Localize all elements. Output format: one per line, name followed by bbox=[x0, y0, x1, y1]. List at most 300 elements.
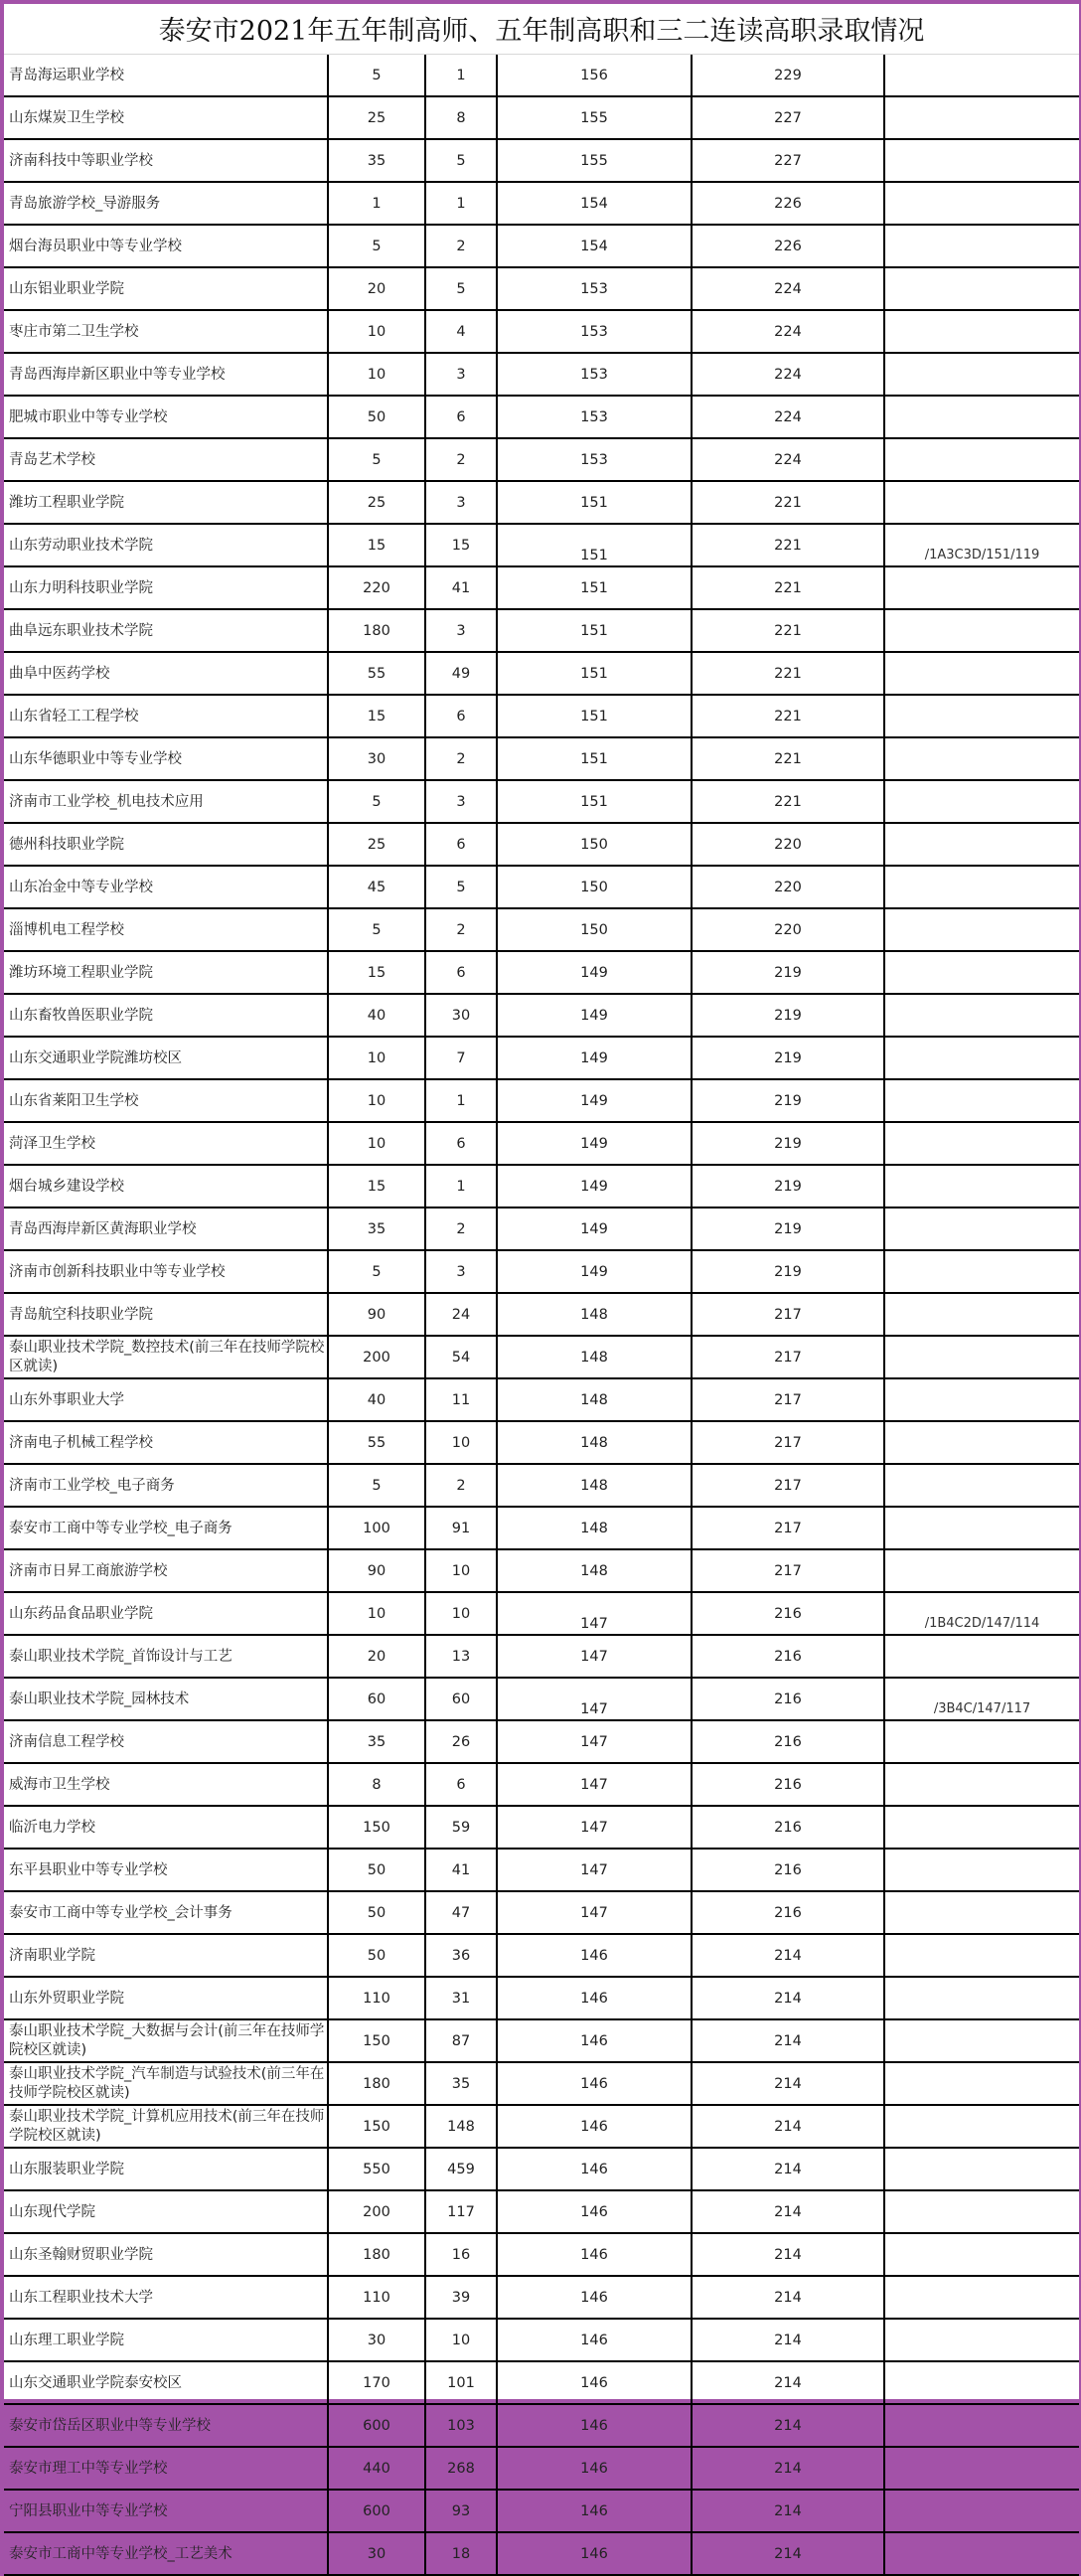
table-row bbox=[4, 1378, 1079, 1421]
table-row bbox=[4, 55, 1079, 96]
plan-count-cell: 110 bbox=[328, 2276, 425, 2319]
note-cell bbox=[884, 1250, 1079, 1293]
plan-count-cell: 40 bbox=[328, 1378, 425, 1421]
plan-count-cell: 150 bbox=[328, 2105, 425, 2148]
min-score-cell: 146 bbox=[497, 2062, 692, 2105]
plan-count-cell: 10 bbox=[328, 1592, 425, 1635]
admitted-count-cell: 3 bbox=[425, 609, 497, 652]
plan-count-cell: 10 bbox=[328, 310, 425, 353]
admitted-count-cell: 10 bbox=[425, 2319, 497, 2361]
plan-count-cell: 20 bbox=[328, 1635, 425, 1678]
total-score-cell: 214 bbox=[692, 2404, 884, 2447]
note-cell bbox=[884, 1208, 1079, 1250]
plan-count-cell: 180 bbox=[328, 2233, 425, 2276]
min-score-cell: 147 bbox=[497, 1849, 692, 1891]
total-score-cell: 214 bbox=[692, 2532, 884, 2575]
total-score-cell: 214 bbox=[692, 2319, 884, 2361]
total-score-cell: 214 bbox=[692, 2148, 884, 2190]
plan-count-cell: 15 bbox=[328, 1165, 425, 1208]
note-cell bbox=[884, 2062, 1079, 2105]
note-cell bbox=[884, 566, 1079, 609]
total-score-cell: 217 bbox=[692, 1549, 884, 1592]
admitted-count-cell: 117 bbox=[425, 2190, 497, 2233]
page-title: 泰安市2021年五年制高师、五年制高职和三二连读高职录取情况 bbox=[4, 4, 1079, 55]
min-score-cell: 146 bbox=[497, 2233, 692, 2276]
admitted-count-cell: 5 bbox=[425, 866, 497, 908]
school-name-cell: 德州科技职业学院 bbox=[4, 823, 328, 866]
table-row bbox=[4, 2319, 1079, 2361]
note-cell bbox=[884, 2276, 1079, 2319]
admitted-count-cell: 18 bbox=[425, 2532, 497, 2575]
total-score-cell: 229 bbox=[692, 55, 884, 96]
min-score-cell: 147 bbox=[497, 1592, 692, 1635]
plan-count-cell: 180 bbox=[328, 609, 425, 652]
table-row bbox=[4, 1592, 1079, 1635]
table-row bbox=[4, 310, 1079, 353]
admitted-count-cell: 268 bbox=[425, 2447, 497, 2490]
admitted-count-cell: 8 bbox=[425, 96, 497, 139]
min-score-cell: 146 bbox=[497, 2532, 692, 2575]
table-row bbox=[4, 225, 1079, 267]
admitted-count-cell: 24 bbox=[425, 1293, 497, 1336]
school-name-cell: 曲阜远东职业技术学院 bbox=[4, 609, 328, 652]
admitted-count-cell: 5 bbox=[425, 267, 497, 310]
table-row bbox=[4, 1549, 1079, 1592]
plan-count-cell: 150 bbox=[328, 1806, 425, 1849]
note-cell bbox=[884, 2233, 1079, 2276]
admitted-count-cell: 10 bbox=[425, 1549, 497, 1592]
total-score-cell: 216 bbox=[692, 1635, 884, 1678]
school-name-cell: 山东劳动职业技术学院 bbox=[4, 524, 328, 566]
table-row bbox=[4, 139, 1079, 182]
note-cell bbox=[884, 310, 1079, 353]
admitted-count-cell: 41 bbox=[425, 1849, 497, 1891]
admitted-count-cell: 11 bbox=[425, 1378, 497, 1421]
plan-count-cell: 5 bbox=[328, 908, 425, 951]
total-score-cell: 214 bbox=[692, 1934, 884, 1977]
note-cell bbox=[884, 1079, 1079, 1122]
note-cell bbox=[884, 2447, 1079, 2490]
min-score-cell: 151 bbox=[497, 524, 692, 566]
table-row bbox=[4, 1806, 1079, 1849]
note-cell bbox=[884, 1763, 1079, 1806]
school-name-cell: 潍坊工程职业学院 bbox=[4, 481, 328, 524]
admitted-count-cell: 5 bbox=[425, 139, 497, 182]
admitted-count-cell: 3 bbox=[425, 353, 497, 396]
note-cell bbox=[884, 695, 1079, 737]
note-cell bbox=[884, 1849, 1079, 1891]
total-score-cell: 214 bbox=[692, 1977, 884, 2019]
min-score-cell: 147 bbox=[497, 1678, 692, 1720]
note-cell bbox=[884, 2190, 1079, 2233]
table-row bbox=[4, 1208, 1079, 1250]
note-cell bbox=[884, 1977, 1079, 2019]
admitted-count-cell: 1 bbox=[425, 182, 497, 225]
min-score-cell: 147 bbox=[497, 1763, 692, 1806]
min-score-cell: 146 bbox=[497, 2276, 692, 2319]
total-score-cell: 217 bbox=[692, 1421, 884, 1464]
table-row bbox=[4, 1421, 1079, 1464]
plan-count-cell: 35 bbox=[328, 139, 425, 182]
admitted-count-cell: 91 bbox=[425, 1507, 497, 1549]
table-row bbox=[4, 737, 1079, 780]
admitted-count-cell: 49 bbox=[425, 652, 497, 695]
table-row bbox=[4, 438, 1079, 481]
total-score-cell: 214 bbox=[692, 2062, 884, 2105]
min-score-cell: 146 bbox=[497, 2190, 692, 2233]
min-score-cell: 151 bbox=[497, 652, 692, 695]
total-score-cell: 224 bbox=[692, 310, 884, 353]
min-score-cell: 153 bbox=[497, 396, 692, 438]
school-name-cell: 曲阜中医药学校 bbox=[4, 652, 328, 695]
total-score-cell: 220 bbox=[692, 866, 884, 908]
total-score-cell: 221 bbox=[692, 566, 884, 609]
table-row bbox=[4, 267, 1079, 310]
min-score-cell: 151 bbox=[497, 481, 692, 524]
total-score-cell: 220 bbox=[692, 823, 884, 866]
note-cell: /3B4C/147/117 bbox=[884, 1678, 1079, 1720]
admitted-count-cell: 15 bbox=[425, 524, 497, 566]
plan-count-cell: 15 bbox=[328, 695, 425, 737]
note-cell bbox=[884, 1122, 1079, 1165]
table-row bbox=[4, 1977, 1079, 2019]
note-cell bbox=[884, 2490, 1079, 2532]
plan-count-cell: 1 bbox=[328, 182, 425, 225]
school-name-cell: 山东药品食品职业学院 bbox=[4, 1592, 328, 1635]
total-score-cell: 214 bbox=[692, 2190, 884, 2233]
min-score-cell: 148 bbox=[497, 1507, 692, 1549]
total-score-cell: 214 bbox=[692, 2019, 884, 2062]
admitted-count-cell: 459 bbox=[425, 2148, 497, 2190]
table-row bbox=[4, 1336, 1079, 1378]
school-name-cell: 济南信息工程学校 bbox=[4, 1720, 328, 1763]
table-row bbox=[4, 1507, 1079, 1549]
admitted-count-cell: 31 bbox=[425, 1977, 497, 2019]
plan-count-cell: 35 bbox=[328, 1208, 425, 1250]
plan-count-cell: 100 bbox=[328, 1507, 425, 1549]
school-name-cell: 东平县职业中等专业学校 bbox=[4, 1849, 328, 1891]
school-name-cell: 山东外事职业大学 bbox=[4, 1378, 328, 1421]
school-name-cell: 青岛旅游学校_导游服务 bbox=[4, 182, 328, 225]
plan-count-cell: 220 bbox=[328, 566, 425, 609]
admitted-count-cell: 2 bbox=[425, 225, 497, 267]
plan-count-cell: 200 bbox=[328, 1336, 425, 1378]
note-cell bbox=[884, 823, 1079, 866]
min-score-cell: 150 bbox=[497, 908, 692, 951]
school-name-cell: 泰山职业技术学院_计算机应用技术(前三年在技师学院校区就读) bbox=[4, 2105, 328, 2148]
plan-count-cell: 20 bbox=[328, 267, 425, 310]
table-row bbox=[4, 1250, 1079, 1293]
plan-count-cell: 180 bbox=[328, 2062, 425, 2105]
admitted-count-cell: 2 bbox=[425, 1208, 497, 1250]
plan-count-cell: 600 bbox=[328, 2490, 425, 2532]
table-row bbox=[4, 1464, 1079, 1507]
total-score-cell: 217 bbox=[692, 1464, 884, 1507]
plan-count-cell: 50 bbox=[328, 1934, 425, 1977]
note-cell bbox=[884, 2319, 1079, 2361]
admitted-count-cell: 2 bbox=[425, 908, 497, 951]
table-row bbox=[4, 695, 1079, 737]
note-cell bbox=[884, 1037, 1079, 1079]
school-name-cell: 青岛西海岸新区职业中等专业学校 bbox=[4, 353, 328, 396]
min-score-cell: 148 bbox=[497, 1293, 692, 1336]
note-cell bbox=[884, 267, 1079, 310]
min-score-cell: 149 bbox=[497, 1122, 692, 1165]
note-cell bbox=[884, 908, 1079, 951]
min-score-cell: 149 bbox=[497, 1165, 692, 1208]
total-score-cell: 219 bbox=[692, 1165, 884, 1208]
note-cell bbox=[884, 139, 1079, 182]
note-cell bbox=[884, 55, 1079, 96]
plan-count-cell: 60 bbox=[328, 1678, 425, 1720]
plan-count-cell: 10 bbox=[328, 1122, 425, 1165]
plan-count-cell: 25 bbox=[328, 96, 425, 139]
school-name-cell: 山东交通职业学院泰安校区 bbox=[4, 2361, 328, 2404]
admitted-count-cell: 6 bbox=[425, 1122, 497, 1165]
admitted-count-cell: 6 bbox=[425, 823, 497, 866]
total-score-cell: 221 bbox=[692, 481, 884, 524]
total-score-cell: 219 bbox=[692, 951, 884, 994]
plan-count-cell: 30 bbox=[328, 737, 425, 780]
total-score-cell: 224 bbox=[692, 353, 884, 396]
table-row bbox=[4, 2148, 1079, 2190]
school-name-cell: 济南科技中等职业学校 bbox=[4, 139, 328, 182]
note-cell bbox=[884, 1934, 1079, 1977]
min-score-cell: 148 bbox=[497, 1549, 692, 1592]
min-score-cell: 146 bbox=[497, 1934, 692, 1977]
note-cell bbox=[884, 2148, 1079, 2190]
table-row bbox=[4, 2447, 1079, 2490]
min-score-cell: 149 bbox=[497, 1037, 692, 1079]
school-name-cell: 山东工程职业技术大学 bbox=[4, 2276, 328, 2319]
plan-count-cell: 30 bbox=[328, 2532, 425, 2575]
min-score-cell: 154 bbox=[497, 225, 692, 267]
admission-table-body bbox=[4, 55, 1079, 2575]
min-score-cell: 146 bbox=[497, 2019, 692, 2062]
school-name-cell: 山东圣翰财贸职业学院 bbox=[4, 2233, 328, 2276]
admitted-count-cell: 6 bbox=[425, 1763, 497, 1806]
note-cell: /1A3C3D/151/119 bbox=[884, 524, 1079, 566]
min-score-cell: 150 bbox=[497, 823, 692, 866]
table-row bbox=[4, 823, 1079, 866]
school-name-cell: 济南市创新科技职业中等专业学校 bbox=[4, 1250, 328, 1293]
note-cell bbox=[884, 2019, 1079, 2062]
total-score-cell: 219 bbox=[692, 1037, 884, 1079]
admitted-count-cell: 148 bbox=[425, 2105, 497, 2148]
min-score-cell: 155 bbox=[497, 96, 692, 139]
school-name-cell: 济南市工业学校_电子商务 bbox=[4, 1464, 328, 1507]
admitted-count-cell: 93 bbox=[425, 2490, 497, 2532]
note-cell bbox=[884, 951, 1079, 994]
school-name-cell: 宁阳县职业中等专业学校 bbox=[4, 2490, 328, 2532]
school-name-cell: 枣庄市第二卫生学校 bbox=[4, 310, 328, 353]
table-row bbox=[4, 2404, 1079, 2447]
note-cell bbox=[884, 1891, 1079, 1934]
school-name-cell: 济南市工业学校_机电技术应用 bbox=[4, 780, 328, 823]
plan-count-cell: 35 bbox=[328, 1720, 425, 1763]
total-score-cell: 214 bbox=[692, 2361, 884, 2404]
min-score-cell: 147 bbox=[497, 1635, 692, 1678]
plan-count-cell: 550 bbox=[328, 2148, 425, 2190]
total-score-cell: 217 bbox=[692, 1378, 884, 1421]
note-cell bbox=[884, 1165, 1079, 1208]
plan-count-cell: 200 bbox=[328, 2190, 425, 2233]
table-row bbox=[4, 609, 1079, 652]
table-row bbox=[4, 2105, 1079, 2148]
school-name-cell: 泰安市工商中等专业学校_会计事务 bbox=[4, 1891, 328, 1934]
table-row bbox=[4, 481, 1079, 524]
total-score-cell: 219 bbox=[692, 1250, 884, 1293]
note-cell bbox=[884, 2361, 1079, 2404]
min-score-cell: 151 bbox=[497, 695, 692, 737]
school-name-cell: 肥城市职业中等专业学校 bbox=[4, 396, 328, 438]
note-cell bbox=[884, 2404, 1079, 2447]
note-cell bbox=[884, 1549, 1079, 1592]
school-name-cell: 济南电子机械工程学校 bbox=[4, 1421, 328, 1464]
total-score-cell: 216 bbox=[692, 1678, 884, 1720]
plan-count-cell: 15 bbox=[328, 524, 425, 566]
note-cell bbox=[884, 353, 1079, 396]
school-name-cell: 山东交通职业学院潍坊校区 bbox=[4, 1037, 328, 1079]
school-name-cell: 山东理工职业学院 bbox=[4, 2319, 328, 2361]
plan-count-cell: 150 bbox=[328, 2019, 425, 2062]
school-name-cell: 菏泽卫生学校 bbox=[4, 1122, 328, 1165]
total-score-cell: 216 bbox=[692, 1592, 884, 1635]
plan-count-cell: 15 bbox=[328, 951, 425, 994]
min-score-cell: 149 bbox=[497, 1079, 692, 1122]
total-score-cell: 214 bbox=[692, 2490, 884, 2532]
total-score-cell: 219 bbox=[692, 1208, 884, 1250]
table-row bbox=[4, 908, 1079, 951]
min-score-cell: 153 bbox=[497, 438, 692, 481]
plan-count-cell: 40 bbox=[328, 994, 425, 1037]
school-name-cell: 潍坊环境工程职业学院 bbox=[4, 951, 328, 994]
school-name-cell: 泰安市理工中等专业学校 bbox=[4, 2447, 328, 2490]
plan-count-cell: 90 bbox=[328, 1549, 425, 1592]
total-score-cell: 214 bbox=[692, 2233, 884, 2276]
min-score-cell: 146 bbox=[497, 2361, 692, 2404]
min-score-cell: 149 bbox=[497, 1208, 692, 1250]
plan-count-cell: 30 bbox=[328, 2319, 425, 2361]
table-row bbox=[4, 1037, 1079, 1079]
school-name-cell: 山东铝业职业学院 bbox=[4, 267, 328, 310]
admitted-count-cell: 39 bbox=[425, 2276, 497, 2319]
total-score-cell: 221 bbox=[692, 737, 884, 780]
note-cell bbox=[884, 1378, 1079, 1421]
note-cell bbox=[884, 652, 1079, 695]
min-score-cell: 154 bbox=[497, 182, 692, 225]
total-score-cell: 219 bbox=[692, 1122, 884, 1165]
note-cell bbox=[884, 866, 1079, 908]
table-row bbox=[4, 2190, 1079, 2233]
plan-count-cell: 10 bbox=[328, 1037, 425, 1079]
total-score-cell: 224 bbox=[692, 267, 884, 310]
total-score-cell: 220 bbox=[692, 908, 884, 951]
total-score-cell: 216 bbox=[692, 1806, 884, 1849]
table-row bbox=[4, 1165, 1079, 1208]
admitted-count-cell: 59 bbox=[425, 1806, 497, 1849]
school-name-cell: 青岛艺术学校 bbox=[4, 438, 328, 481]
min-score-cell: 148 bbox=[497, 1464, 692, 1507]
total-score-cell: 214 bbox=[692, 2105, 884, 2148]
table-row bbox=[4, 566, 1079, 609]
table-row bbox=[4, 396, 1079, 438]
table-row bbox=[4, 2233, 1079, 2276]
note-cell bbox=[884, 609, 1079, 652]
total-score-cell: 214 bbox=[692, 2447, 884, 2490]
admitted-count-cell: 54 bbox=[425, 1336, 497, 1378]
plan-count-cell: 5 bbox=[328, 225, 425, 267]
table-row bbox=[4, 1678, 1079, 1720]
min-score-cell: 148 bbox=[497, 1336, 692, 1378]
plan-count-cell: 8 bbox=[328, 1763, 425, 1806]
admitted-count-cell: 3 bbox=[425, 1250, 497, 1293]
min-score-cell: 149 bbox=[497, 1250, 692, 1293]
min-score-cell: 149 bbox=[497, 951, 692, 994]
plan-count-cell: 5 bbox=[328, 1250, 425, 1293]
admitted-count-cell: 26 bbox=[425, 1720, 497, 1763]
note-cell bbox=[884, 1507, 1079, 1549]
table-row bbox=[4, 1720, 1079, 1763]
admitted-count-cell: 3 bbox=[425, 481, 497, 524]
school-name-cell: 威海市卫生学校 bbox=[4, 1763, 328, 1806]
plan-count-cell: 50 bbox=[328, 1849, 425, 1891]
plan-count-cell: 600 bbox=[328, 2404, 425, 2447]
min-score-cell: 147 bbox=[497, 1720, 692, 1763]
total-score-cell: 221 bbox=[692, 780, 884, 823]
admitted-count-cell: 60 bbox=[425, 1678, 497, 1720]
min-score-cell: 153 bbox=[497, 310, 692, 353]
note-cell bbox=[884, 780, 1079, 823]
admitted-count-cell: 103 bbox=[425, 2404, 497, 2447]
min-score-cell: 147 bbox=[497, 1806, 692, 1849]
table-row bbox=[4, 780, 1079, 823]
admitted-count-cell: 7 bbox=[425, 1037, 497, 1079]
admitted-count-cell: 2 bbox=[425, 737, 497, 780]
plan-count-cell: 5 bbox=[328, 780, 425, 823]
admitted-count-cell: 6 bbox=[425, 396, 497, 438]
min-score-cell: 150 bbox=[497, 866, 692, 908]
total-score-cell: 226 bbox=[692, 182, 884, 225]
plan-count-cell: 50 bbox=[328, 396, 425, 438]
admitted-count-cell: 4 bbox=[425, 310, 497, 353]
total-score-cell: 224 bbox=[692, 396, 884, 438]
note-cell bbox=[884, 481, 1079, 524]
school-name-cell: 淄博机电工程学校 bbox=[4, 908, 328, 951]
note-cell bbox=[884, 1336, 1079, 1378]
school-name-cell: 青岛西海岸新区黄海职业学校 bbox=[4, 1208, 328, 1250]
admitted-count-cell: 3 bbox=[425, 780, 497, 823]
admitted-count-cell: 6 bbox=[425, 695, 497, 737]
table-row bbox=[4, 1849, 1079, 1891]
total-score-cell: 217 bbox=[692, 1293, 884, 1336]
admitted-count-cell: 13 bbox=[425, 1635, 497, 1678]
admitted-count-cell: 1 bbox=[425, 1165, 497, 1208]
total-score-cell: 217 bbox=[692, 1507, 884, 1549]
school-name-cell: 济南职业学院 bbox=[4, 1934, 328, 1977]
table-row bbox=[4, 2361, 1079, 2404]
school-name-cell: 山东煤炭卫生学校 bbox=[4, 96, 328, 139]
school-name-cell: 山东外贸职业学院 bbox=[4, 1977, 328, 2019]
total-score-cell: 221 bbox=[692, 652, 884, 695]
table-row bbox=[4, 1293, 1079, 1336]
admitted-count-cell: 47 bbox=[425, 1891, 497, 1934]
table-row bbox=[4, 994, 1079, 1037]
school-name-cell: 泰山职业技术学院_园林技术 bbox=[4, 1678, 328, 1720]
plan-count-cell: 5 bbox=[328, 55, 425, 96]
min-score-cell: 151 bbox=[497, 737, 692, 780]
plan-count-cell: 5 bbox=[328, 438, 425, 481]
